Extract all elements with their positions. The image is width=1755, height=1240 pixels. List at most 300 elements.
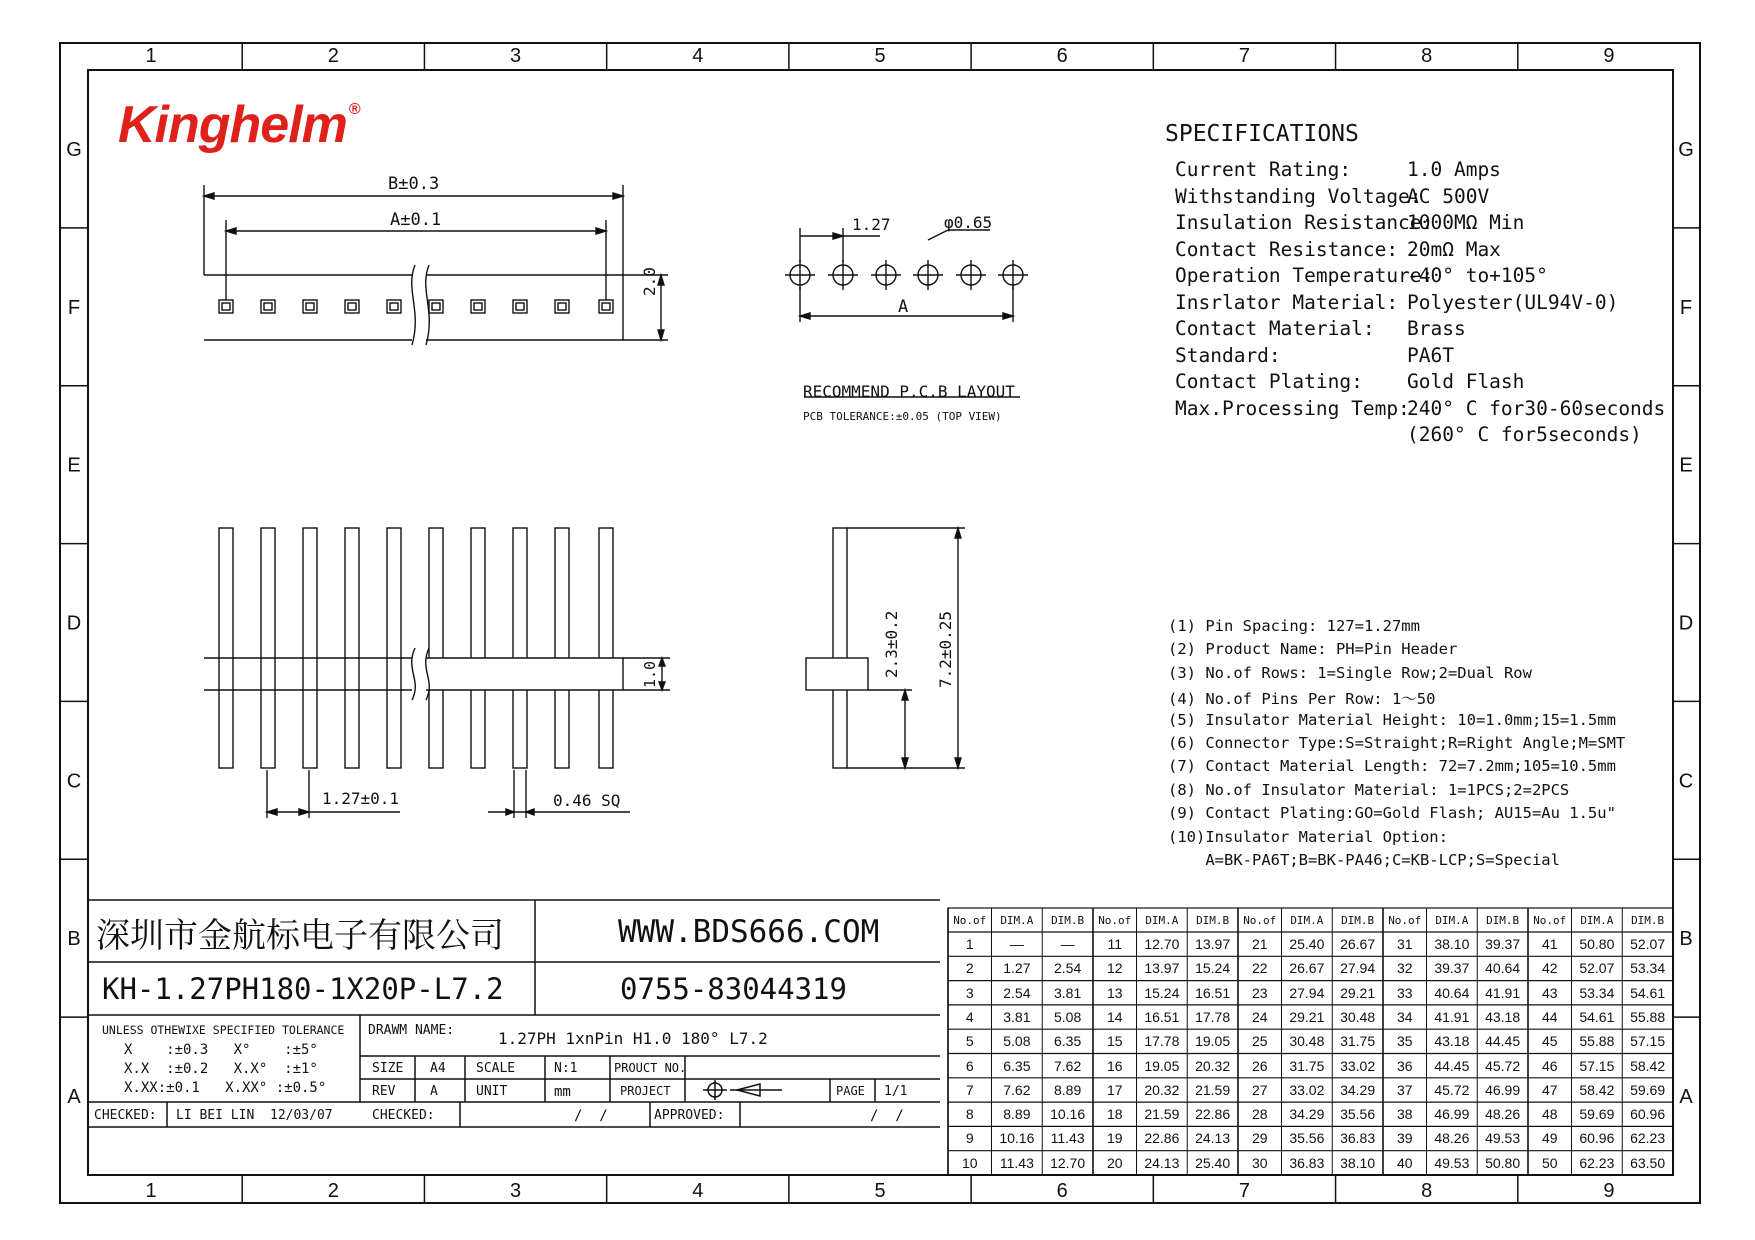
dim-table-cell: 13.97 xyxy=(1144,960,1180,977)
dim-table-cell: 27.94 xyxy=(1340,960,1376,977)
dim-b-label: B±0.3 xyxy=(388,174,440,194)
front-pin xyxy=(555,528,569,768)
note-line: (9) Contact Plating:GO=Gold Flash; AU15=Au 1.5u" xyxy=(1168,804,1616,823)
grid-col-label: 7 xyxy=(1238,45,1251,67)
front-pin xyxy=(513,528,527,768)
dim-table-cell: 52.07 xyxy=(1579,960,1615,977)
part-number: KH-1.27PH180-1X20P-L7.2 xyxy=(102,972,504,1006)
note-line: (2) Product Name: PH=Pin Header xyxy=(1168,640,1458,659)
tolerance-row-1: X :±0.3 X° :±5° xyxy=(124,1042,318,1058)
spec-key: Withstanding Voltage: xyxy=(1175,184,1422,208)
grid-row-label: B xyxy=(67,928,81,951)
dim-table-cell: 5.08 xyxy=(1003,1033,1031,1050)
grid-col-label: 3 xyxy=(509,45,522,67)
spec-key: Insrlator Material: xyxy=(1175,290,1399,314)
grid-col-label: 9 xyxy=(1603,1180,1615,1202)
grid-col-label: 2 xyxy=(327,1180,339,1202)
spec-key: Contact Plating: xyxy=(1175,370,1363,393)
checked-2-date: / / xyxy=(574,1108,608,1124)
dim-table-cell: 48.26 xyxy=(1485,1106,1521,1123)
dim-table-cell: 46 xyxy=(1541,1057,1558,1074)
dim-table-cell: 8.89 xyxy=(1054,1081,1082,1098)
spec-key: Standard: xyxy=(1175,343,1281,367)
spec-row xyxy=(1175,423,1642,446)
dim-table-cell: 21 xyxy=(1251,936,1268,952)
dim-table-cell: 2.54 xyxy=(1054,960,1082,977)
top-view xyxy=(204,185,668,345)
dim-table-cell: 35.56 xyxy=(1289,1130,1325,1147)
dim-table-cell: 57.15 xyxy=(1579,1057,1615,1074)
dim-table-cell: 6 xyxy=(965,1057,974,1074)
hole-label: φ0.65 xyxy=(944,213,993,232)
dim-table-cell: 57.15 xyxy=(1630,1033,1666,1050)
spec-value: 1.0 Amps xyxy=(1407,158,1501,181)
dim-table-cell: 45.72 xyxy=(1485,1057,1521,1074)
dim-table-cell: 11.43 xyxy=(1050,1130,1085,1147)
grid-row-label: D xyxy=(1678,612,1694,635)
rev-value: A xyxy=(430,1084,438,1099)
spec-row xyxy=(1175,291,1618,314)
dim-table-cell: 44.45 xyxy=(1434,1057,1470,1074)
dim-table-cell: 26 xyxy=(1251,1057,1268,1074)
checked-1-label: CHECKED: xyxy=(94,1108,157,1123)
dim-table-header: DIM.B xyxy=(1631,914,1665,927)
spec-value: Brass xyxy=(1407,317,1466,340)
specs-title: SPECIFICATIONS xyxy=(1165,121,1359,147)
spec-row xyxy=(1175,185,1489,208)
dim-table-cell: 7.62 xyxy=(1003,1081,1031,1098)
grid-row-label: C xyxy=(1678,770,1694,793)
dim-table-cell: 33.02 xyxy=(1340,1057,1376,1074)
dim-table-cell: 53.34 xyxy=(1630,960,1666,977)
dim-table-cell: 31.75 xyxy=(1340,1033,1376,1050)
dim-table-cell: 12.70 xyxy=(1050,1154,1086,1171)
grid-col-label: 5 xyxy=(874,1180,886,1202)
front-pin xyxy=(599,528,613,768)
dim-table-cell: 29.21 xyxy=(1289,1008,1325,1025)
dim-table-cell: 38.10 xyxy=(1434,936,1470,952)
dim-table-header: DIM.A xyxy=(1580,914,1614,927)
grid-col-label: 1 xyxy=(145,1180,157,1202)
note-line: (3) No.of Rows: 1=Single Row;2=Dual Row xyxy=(1168,663,1532,682)
grid-row-label: A xyxy=(1679,1086,1693,1109)
grid-row-label: F xyxy=(67,296,81,319)
pitch-label: 1.27 xyxy=(852,215,891,234)
grid-row-label: D xyxy=(66,612,82,635)
dim-table-cell: 48.26 xyxy=(1434,1130,1470,1147)
approved-date: / / xyxy=(870,1108,904,1124)
dim-table-cell: 30.48 xyxy=(1289,1033,1325,1050)
dim-table-cell: 33 xyxy=(1396,984,1413,1001)
dim-table-cell: 36.83 xyxy=(1340,1130,1376,1147)
page-value: 1/1 xyxy=(884,1084,908,1099)
dim-table-cell: 8.89 xyxy=(1003,1106,1031,1123)
spec-value: (260° C for5seconds) xyxy=(1407,423,1642,446)
dim-table-cell: 50 xyxy=(1541,1154,1558,1171)
dim-table-cell: 25.40 xyxy=(1289,936,1325,952)
dim-table-cell: 20 xyxy=(1106,1154,1123,1171)
dim-table-cell: 45.72 xyxy=(1434,1081,1470,1098)
dim-table-cell: 3.81 xyxy=(1054,984,1082,1001)
top-pin-square xyxy=(513,300,527,313)
dim-table-cell: 16.51 xyxy=(1144,1008,1180,1025)
front-pin xyxy=(345,528,359,768)
dim-table-cell: 3.81 xyxy=(1003,1008,1031,1025)
dim-table-cell: 39.37 xyxy=(1434,960,1470,977)
dim-table-cell: 19 xyxy=(1106,1130,1123,1147)
top-pin-inner xyxy=(348,303,356,310)
grid-col-label: 2 xyxy=(327,45,339,67)
dim-table-cell: 46.99 xyxy=(1485,1081,1521,1098)
dim-table-cell: 19.05 xyxy=(1195,1033,1231,1050)
checked-1-date: 12/03/07 xyxy=(270,1108,333,1123)
dim-table-header: DIM.A xyxy=(1000,914,1034,927)
dim-table-cell: 49.53 xyxy=(1434,1154,1470,1171)
dim-table-cell: 1.27 xyxy=(1003,960,1031,977)
dim-table-cell: 23 xyxy=(1251,984,1268,1001)
dim-table-cell: 5 xyxy=(965,1033,974,1050)
dim-a-label: A±0.1 xyxy=(390,210,442,230)
grid-col-label: 4 xyxy=(692,1180,704,1202)
dim-table-cell: 43.18 xyxy=(1485,1008,1521,1025)
rev-label: REV xyxy=(372,1084,396,1099)
dim-table-cell: 52.07 xyxy=(1630,936,1666,952)
top-pin-inner xyxy=(306,303,314,310)
spec-value: 1000MΩ Min xyxy=(1407,211,1525,234)
dim-table-cell: 54.61 xyxy=(1579,1008,1615,1025)
scale-value: N:1 xyxy=(554,1061,578,1076)
dim-table-cell: 22 xyxy=(1251,960,1268,977)
pcb-a-label: A xyxy=(898,297,909,317)
dim-table-cell: 27 xyxy=(1251,1081,1268,1098)
dim-table-header: DIM.A xyxy=(1290,914,1324,927)
grid-col-label: 8 xyxy=(1421,45,1433,67)
dim-table-cell: 41.91 xyxy=(1434,1008,1470,1025)
size-label: SIZE xyxy=(372,1061,404,1076)
dim-table-cell: 34 xyxy=(1396,1008,1413,1025)
grid-row-label: E xyxy=(1679,454,1693,477)
dim-table-cell: 21.59 xyxy=(1195,1081,1231,1098)
dim-table-cell: 6.35 xyxy=(1054,1033,1082,1050)
project-label: PROJECT xyxy=(620,1084,671,1098)
grid-row-label: F xyxy=(1679,296,1693,319)
dim-table-cell: 31.75 xyxy=(1289,1057,1325,1074)
grid-row-label: G xyxy=(1678,138,1694,161)
dim-table-cell: 49.53 xyxy=(1485,1130,1521,1147)
front-pin xyxy=(261,528,275,768)
grid-col-label: 9 xyxy=(1603,45,1615,67)
dim-table-cell: 11 xyxy=(1107,936,1123,952)
pcb-title: RECOMMEND P.C.B LAYOUT xyxy=(803,382,1015,401)
dim-table-cell: 46.99 xyxy=(1434,1106,1470,1123)
dim-table-cell: 40.64 xyxy=(1485,960,1521,977)
page-label: PAGE xyxy=(836,1084,865,1098)
grid-row-label: E xyxy=(67,454,81,477)
pin-sq-label: 0.46 SQ xyxy=(553,791,621,810)
dim-table-cell: 16 xyxy=(1106,1057,1123,1074)
dim-table-cell: 7.62 xyxy=(1054,1057,1082,1074)
dim-table-cell: 24.13 xyxy=(1144,1154,1180,1171)
spec-row xyxy=(1175,264,1548,287)
dim-table-header: DIM.B xyxy=(1196,914,1230,927)
dim-table-cell: 42 xyxy=(1541,960,1558,977)
dim-table-cell: 38.10 xyxy=(1340,1154,1376,1171)
spec-value: PA6T xyxy=(1407,343,1454,367)
product-no-label: PROUCT NO. xyxy=(614,1061,687,1075)
scale-label: SCALE xyxy=(476,1061,516,1076)
dim-table-header: No.of xyxy=(1098,914,1132,927)
insulator-height-label: 1.0 xyxy=(641,660,659,688)
dim-table-cell: 6.35 xyxy=(1003,1057,1031,1074)
grid-col-label: 6 xyxy=(1056,1180,1068,1202)
dim-table-header: No.of xyxy=(1388,914,1422,927)
top-pin-inner xyxy=(474,303,482,310)
top-pin-square xyxy=(599,300,613,313)
dim-table-cell: 5.08 xyxy=(1054,1008,1082,1025)
top-pin-inner xyxy=(602,303,610,310)
dim-table-cell: 59.69 xyxy=(1579,1106,1615,1123)
dim-table-cell: 55.88 xyxy=(1630,1008,1666,1025)
drawn-name-label: DRAWM NAME: xyxy=(368,1023,455,1038)
top-pin-square xyxy=(429,300,443,313)
dim-table-cell: 26.67 xyxy=(1340,936,1376,952)
spec-row xyxy=(1175,397,1665,420)
grid-col-label: 1 xyxy=(145,45,157,67)
spec-row xyxy=(1175,238,1501,261)
dim-table-cell: — xyxy=(1009,936,1024,952)
dim-table-header: No.of xyxy=(1243,914,1277,927)
dim-table-cell: 60.96 xyxy=(1630,1106,1666,1123)
top-pin-inner xyxy=(390,303,398,310)
grid-col-label: 5 xyxy=(874,45,886,67)
spec-row xyxy=(1175,158,1501,181)
dim-table-cell: 20.32 xyxy=(1195,1057,1231,1074)
dim-table-cell: 15.24 xyxy=(1144,984,1180,1001)
dim-table-cell: 39 xyxy=(1396,1130,1413,1147)
dim-table-cell: 18 xyxy=(1106,1106,1123,1123)
top-pin-square xyxy=(471,300,485,313)
dim-table-cell: 10 xyxy=(961,1154,978,1171)
unit-label: UNIT xyxy=(476,1084,508,1099)
spec-value: Polyester(UL94V-0) xyxy=(1407,290,1619,314)
dim-table-cell: 43.18 xyxy=(1434,1033,1470,1050)
brand-name: Kinghelm xyxy=(118,96,347,154)
dim-table-cell: 36.83 xyxy=(1289,1154,1325,1171)
dim-table-header: DIM.A xyxy=(1145,914,1179,927)
dim-table-cell: 17.78 xyxy=(1144,1033,1180,1050)
dim-table-cell: 9 xyxy=(965,1130,974,1147)
dim-table-cell: 38 xyxy=(1396,1106,1413,1123)
dim-table-cell: 15 xyxy=(1106,1033,1123,1050)
dim-23-label: 2.3±0.2 xyxy=(882,610,901,678)
dim-table-cell: 27.94 xyxy=(1289,984,1325,1001)
spec-key: Max.Processing Temp: xyxy=(1175,396,1410,420)
dim-table-cell: 4 xyxy=(965,1008,974,1025)
dim-table-cell: 29.21 xyxy=(1340,984,1376,1001)
dim-table-cell: 16.51 xyxy=(1195,984,1231,1001)
dim-table-cell: 10.16 xyxy=(999,1130,1035,1147)
top-pin-inner xyxy=(558,303,566,310)
dim-table-cell: 53.34 xyxy=(1579,984,1615,1001)
dim-table-header: DIM.B xyxy=(1341,914,1375,927)
top-pin-inner xyxy=(264,303,272,310)
top-pin-square xyxy=(387,300,401,313)
dim-table-cell: 2 xyxy=(965,960,974,977)
front-pin xyxy=(303,528,317,768)
dim-table-cell: 22.86 xyxy=(1144,1130,1180,1147)
dim-table-cell: 26.67 xyxy=(1289,960,1325,977)
note-line: (10)Insulator Material Option: xyxy=(1168,827,1448,846)
spec-row xyxy=(1175,317,1466,340)
grid-col-label: 7 xyxy=(1238,1180,1251,1202)
dim-table-cell: 41.91 xyxy=(1485,984,1521,1001)
company-name: 深圳市金航标电子有限公司 xyxy=(96,916,504,956)
spec-row xyxy=(1175,211,1524,234)
top-pin-square xyxy=(345,300,359,313)
dim-table-cell: 36 xyxy=(1396,1057,1413,1074)
dim-table-cell: 34.29 xyxy=(1289,1106,1325,1123)
dim-table-cell: 17 xyxy=(1106,1081,1123,1098)
dim-table-cell: 47 xyxy=(1541,1081,1558,1098)
dim-table-header: DIM.B xyxy=(1051,914,1085,927)
dim-table-cell: 20.32 xyxy=(1144,1081,1180,1098)
dim-table-cell: — xyxy=(1060,936,1075,952)
front-pin xyxy=(219,528,233,768)
brand-registered-mark: ® xyxy=(348,101,360,118)
dim-table-cell: 8 xyxy=(965,1106,974,1123)
dim-table-cell: 62.23 xyxy=(1630,1130,1666,1147)
spec-value: 240° C for30-60seconds xyxy=(1407,396,1666,420)
dim-table-cell: 45 xyxy=(1541,1033,1558,1050)
dim-table-cell: 29 xyxy=(1251,1130,1268,1147)
dim-table-cell: 32 xyxy=(1396,960,1413,977)
dim-table-cell: 22.86 xyxy=(1195,1106,1231,1123)
note-line: (5) Insulator Material Height: 10=1.0mm;15=1.5mm xyxy=(1168,710,1616,729)
dim-table-cell: 12.70 xyxy=(1144,936,1180,952)
top-pin-inner xyxy=(516,303,524,310)
front-pin xyxy=(429,528,443,768)
tolerance-row-2: X.X :±0.2 X.X° :±1° xyxy=(124,1061,318,1077)
front-pin xyxy=(471,528,485,768)
dim-table-cell: 49 xyxy=(1541,1130,1558,1147)
dim-table-cell: 44.45 xyxy=(1485,1033,1521,1050)
dim-table-cell: 37 xyxy=(1396,1081,1413,1098)
height-label: 2.0 xyxy=(640,267,659,296)
dim-table-cell: 62.23 xyxy=(1579,1154,1615,1171)
dim-table-cell: 43 xyxy=(1541,984,1558,1001)
dim-table-cell: 59.69 xyxy=(1630,1081,1666,1098)
dim-table-cell: 13.97 xyxy=(1195,936,1231,952)
dim-table-cell: 40.64 xyxy=(1434,984,1470,1001)
grid-col-label: 3 xyxy=(509,1180,522,1202)
dim-table-cell: 58.42 xyxy=(1579,1081,1615,1098)
brand-logo xyxy=(118,95,360,155)
dim-table-cell: 63.50 xyxy=(1630,1154,1666,1171)
dim-table-cell: 35 xyxy=(1396,1033,1413,1050)
dim-table-cell: 11.43 xyxy=(999,1154,1034,1171)
dim-72-label: 7.2±0.25 xyxy=(936,610,955,688)
dim-table-cell: 50.80 xyxy=(1485,1154,1521,1171)
dim-table-cell: 58.42 xyxy=(1630,1057,1666,1074)
note-line: (7) Contact Material Length: 72=7.2mm;105=10.5mm xyxy=(1168,757,1616,776)
size-value: A4 xyxy=(430,1061,446,1076)
dim-table-cell: 14 xyxy=(1106,1008,1123,1025)
grid-row-label: A xyxy=(67,1086,81,1109)
dim-table-cell: 44 xyxy=(1541,1008,1558,1025)
checked-1-value: LI BEI LIN xyxy=(176,1108,255,1123)
top-pin-square xyxy=(303,300,317,313)
top-pin-square xyxy=(555,300,569,313)
top-pin-inner xyxy=(222,303,230,310)
note-line: A=BK-PA6T;B=BK-PA46;C=KB-LCP;S=Special xyxy=(1168,851,1560,869)
grid-col-label: 8 xyxy=(1421,1180,1433,1202)
spec-key: Contact Resistance: xyxy=(1175,237,1399,261)
pcb-tolerance: PCB TOLERANCE:±0.05 (TOP VIEW) xyxy=(803,410,1002,423)
grid-row-label: B xyxy=(1679,928,1693,951)
dim-table-cell: 1 xyxy=(965,936,974,952)
spec-value: Gold Flash xyxy=(1407,370,1525,393)
dim-table-header: No.of xyxy=(1533,914,1567,927)
phone: 0755-83044319 xyxy=(620,972,847,1006)
unit-value: mm xyxy=(554,1084,571,1100)
tolerance-row-3: X.XX:±0.1 X.XX° :±0.5° xyxy=(124,1080,327,1096)
note-line: (4) No.of Pins Per Row: 1～50 xyxy=(1168,690,1436,709)
dim-table-cell: 30 xyxy=(1251,1154,1268,1171)
grid-col-label: 4 xyxy=(692,45,704,67)
grid-col-label: 6 xyxy=(1056,45,1068,67)
spec-row xyxy=(1175,344,1454,367)
dim-table-cell: 7 xyxy=(965,1081,974,1098)
dim-table-cell: 24 xyxy=(1251,1008,1268,1025)
dim-table-cell: 10.16 xyxy=(1050,1106,1086,1123)
dim-table-cell: 19.05 xyxy=(1144,1057,1180,1074)
spec-key: Contact Material: xyxy=(1175,317,1375,340)
dim-table-cell: 31 xyxy=(1396,936,1413,952)
dim-table-header: DIM.B xyxy=(1486,914,1520,927)
note-line: (6) Connector Type:S=Straight;R=Right Angle;M=SMT xyxy=(1168,734,1626,752)
approved-label: APPROVED: xyxy=(654,1108,725,1123)
dim-table-cell: 21.59 xyxy=(1144,1106,1180,1123)
dim-table-cell: 35.56 xyxy=(1340,1106,1376,1123)
spec-row xyxy=(1175,370,1524,393)
grid-row-label: G xyxy=(66,138,82,161)
website: WWW.BDS666.COM xyxy=(618,914,880,950)
dim-table-cell: 25 xyxy=(1251,1033,1268,1050)
dim-table-cell: 15.24 xyxy=(1195,960,1231,977)
top-pin-square xyxy=(261,300,275,313)
dim-table-cell: 30.48 xyxy=(1340,1008,1376,1025)
spec-value: AC 500V xyxy=(1407,184,1490,208)
spec-value: -40° to+105° xyxy=(1407,264,1548,287)
dim-table-cell: 41 xyxy=(1541,936,1558,952)
note-line: (1) Pin Spacing: 127=1.27mm xyxy=(1168,617,1420,635)
dim-table-cell: 17.78 xyxy=(1195,1008,1231,1025)
dim-table-cell: 12 xyxy=(1106,960,1123,977)
drawn-name-value: 1.27PH 1xnPin H1.0 180° L7.2 xyxy=(498,1029,768,1048)
dim-table-cell: 50.80 xyxy=(1579,936,1615,952)
dim-table-cell: 60.96 xyxy=(1579,1130,1615,1147)
grid-row-label: C xyxy=(66,770,82,793)
dim-table-cell: 48 xyxy=(1541,1106,1558,1123)
spec-value: 20mΩ Max xyxy=(1407,237,1501,261)
dim-table-cell: 3 xyxy=(965,984,974,1001)
top-pin-square xyxy=(219,300,233,313)
dim-table-cell: 55.88 xyxy=(1579,1033,1615,1050)
spec-key: Current Rating: xyxy=(1175,158,1352,181)
note-line: (8) No.of Insulator Material: 1=1PCS;2=2PCS xyxy=(1168,780,1570,799)
tolerance-title: UNLESS OTHEWIXE SPECIFIED TOLERANCE xyxy=(102,1023,345,1037)
dim-table-header: DIM.A xyxy=(1435,914,1469,927)
